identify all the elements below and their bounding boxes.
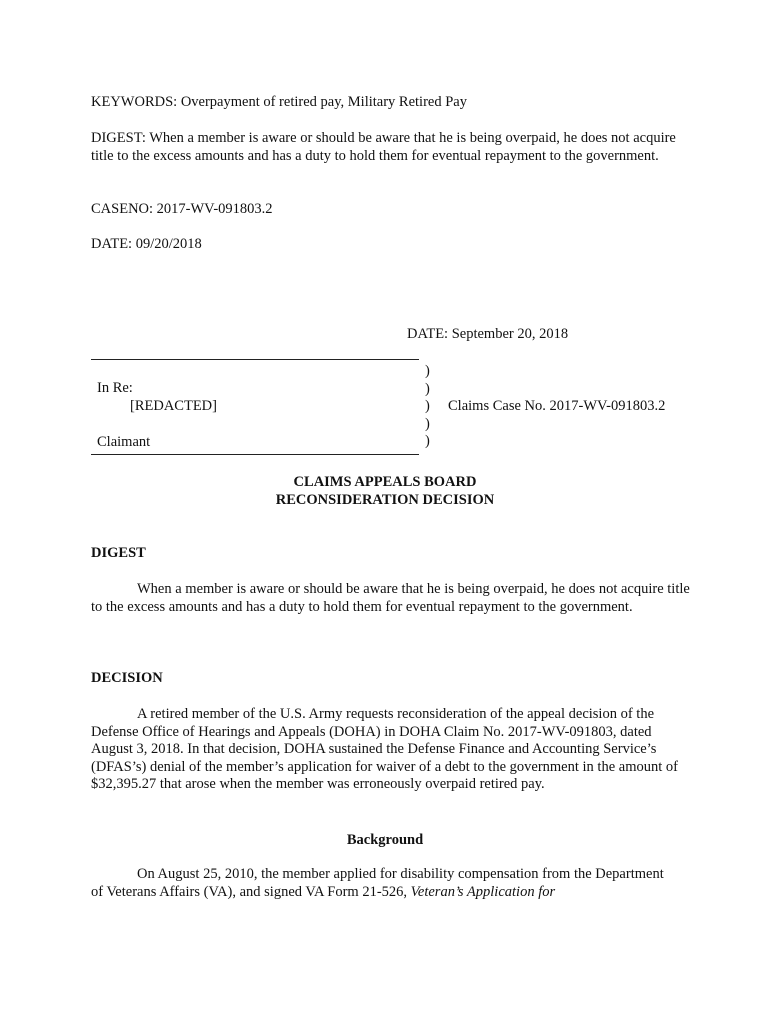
form-title-italic: Veteran’s Application for: [410, 883, 556, 900]
caption-redacted: [REDACTED]: [130, 398, 217, 414]
background-paragraph: [91, 866, 671, 901]
paren: ): [425, 398, 430, 415]
paren: ): [425, 433, 430, 450]
keywords-line: KEYWORDS: Overpayment of retired pay, Military Retired Pay: [91, 94, 467, 110]
paren: ): [425, 380, 430, 397]
header-caseno: CASENO: 2017-WV-091803.2: [91, 201, 273, 217]
header-digest: DIGEST: When a member is aware or should be aware that he is being overpaid, he does not acquire title to the excess amounts and has a duty to hold them for eventual repayment to the government.: [91, 130, 676, 164]
digest-heading: DIGEST: [91, 545, 146, 561]
title-line-1: CLAIMS APPEALS BOARD: [293, 474, 477, 490]
caption-in-re: In Re:: [97, 380, 133, 396]
claims-case-number: Claims Case No. 2017-WV-091803.2: [448, 398, 666, 414]
digest-paragraph: When a member is aware or should be aware that he is being overpaid, he does not acquire title to the excess amounts and has a duty to hold them for eventual repayment to the government.: [91, 581, 690, 615]
decision-heading: DECISION: [91, 670, 163, 686]
caption-bottom-rule: [91, 454, 419, 455]
header-date: DATE: 09/20/2018: [91, 236, 202, 252]
title-line-2: RECONSIDERATION DECISION: [275, 492, 495, 508]
caption-top-rule: [91, 359, 419, 360]
caption-claimant: Claimant: [97, 434, 151, 450]
paren: ): [425, 363, 430, 379]
decision-date: DATE: September 20, 2018: [407, 326, 569, 342]
decision-paragraph: A retired member of the U.S. Army requests reconsideration of the appeal decision of the Defense Office of Hearings and Appeals (DOHA) in DOHA Claim No. 2017-WV-091803, dated August 3, 2018. In that decision, DOHA sustained the Defense Finance and Accounting Service’s (DFAS’s) denial of the member’s application for waiver of a debt to the government in the amount of $32,395.27 that arose when the member was erroneously overpaid retired pay.: [91, 706, 678, 792]
paren: ): [425, 415, 430, 432]
background-text: On August 25, 2010, the member applied for disability compensation from the Department of Veterans Affairs (VA), and signed VA Form 21-526,: [91, 866, 664, 900]
background-heading: Background: [346, 832, 424, 848]
caption-parens: [425, 363, 430, 451]
